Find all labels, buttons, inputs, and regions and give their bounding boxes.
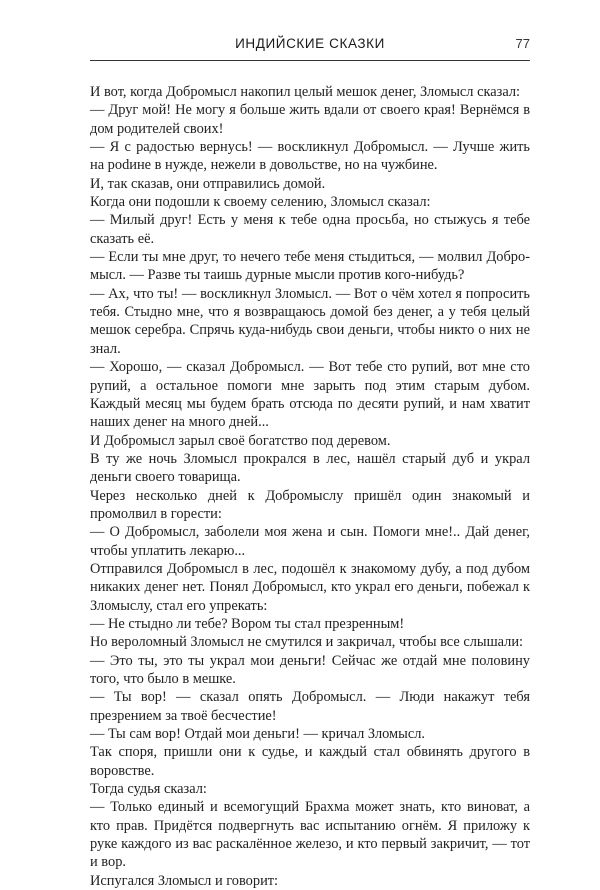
- paragraph: И, так сказав, они отправились домой.: [90, 175, 326, 192]
- paragraph: — Это ты, это ты украл мои деньги! Сейчас же отдай мне половину того, что было в мешке.: [90, 652, 530, 687]
- paragraph: — Не стыдно ли тебе? Вором ты стал презренным!: [90, 615, 405, 632]
- paragraph: — О Добромысл, заболели моя жена и сын. Помоги мне!.. Дай денег, чтобы уплатить лекарю...: [90, 524, 530, 559]
- paragraph: — Милый друг! Есть у меня к тебе одна просьба, но стыжусь я тебе сказать её.: [90, 212, 530, 247]
- page-header: [90, 36, 530, 58]
- paragraph: Но вероломный Зломысл не смутился и закричал, чтобы все слышали:: [90, 634, 524, 651]
- paragraph: И вот, когда Добромысл накопил целый мешок денег, Зломысл сказал:: [90, 84, 521, 100]
- paragraph: Тогда судья сказал:: [90, 781, 207, 798]
- paragraph: — Только единый и всемогущий Брахма может знать, кто виноват, а кто прав. Придётся подвергнуть вас испытанию огнём. Я приложу к руке каждого из вас раскалённое железо, и кто первый закричит, — тот и вор.: [90, 799, 530, 871]
- paragraph: Когда они подошли к своему селению, Зломысл сказал:: [90, 194, 431, 211]
- paragraph: — Друг мой! Не могу я больше жить вдали от своего края! Вернёмся в дом родителей своих!: [90, 102, 530, 137]
- paragraph: Отправился Добромысл в лес, подошёл к знакомому дубу, а под дубом никаких денег нет. Понял Добромысл, кто украл его деньги, побежал к Зломыслу, стал его упрекать:: [90, 560, 530, 614]
- paragraph: — Ты вор! — сказал опять Добромысл. — Люди накажут тебя презрением за твоё бесчестие!: [90, 689, 530, 724]
- body-text: [90, 83, 530, 890]
- paragraph: Испугался Зломысл и говорит:: [90, 872, 279, 889]
- paragraph: — Если ты мне друг, то нечего тебе меня стыдиться, — молвил Добромысл. — Разве ты таишь дурные мысли против кого-нибудь?: [90, 249, 530, 284]
- paragraph: Так споря, пришли они к судье, и каждый стал обвинять другого в воровстве.: [90, 744, 530, 779]
- page-number: 77: [515, 36, 530, 51]
- paragraph: Через несколько дней к Добромыслу пришёл один знакомый и промолвил в горести:: [90, 487, 530, 522]
- paragraph: В ту же ночь Зломысл прокрался в лес, нашёл старый дуб и украл деньги своего товарища.: [90, 450, 530, 486]
- paragraph: — Я с радостью вернусь! — воскликнул Добромысл. — Лучше жить на роdине в нужде, нежели в довольстве, но на чужбине.: [90, 139, 530, 174]
- paragraph: — Ты сам вор! Отдай мои деньги! — кричал Зломысл.: [90, 726, 425, 743]
- running-title: ИНДИЙСКИЕ СКАЗКИ: [235, 36, 385, 51]
- header-rule: [90, 60, 530, 61]
- paragraph: И Добромысл зарыл своё богатство под деревом.: [90, 432, 391, 449]
- paragraph: — Ах, что ты! — воскликнул Зломысл. — Вот о чём хотел я попросить тебя. Стыдно мне, что я возвращаюсь домой без денег, а у тебя целый мешок серебра. Спрячь куда-нибудь свои деньги, чтобы никто о них не знал.: [90, 285, 530, 357]
- paragraph: — Хорошо, — сказал Добромысл. — Вот тебе сто рупий, вот мне сто рупий, а остальное помоги мне зарыть под этим старым дубом. Каждый месяц мы будем брать отсюда по десяти рупий, и нам хватит наших денег на много дней...: [90, 359, 530, 431]
